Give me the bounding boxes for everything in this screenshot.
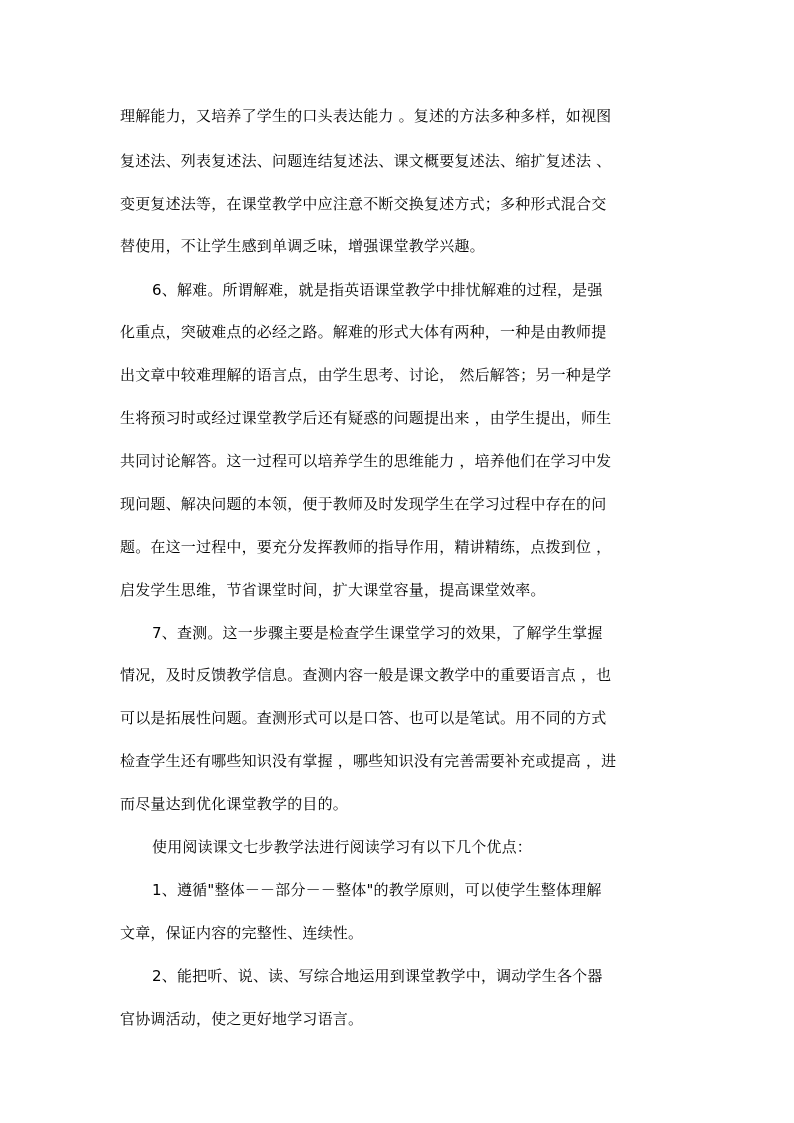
text-line-14: 情况，及时反馈教学信息。查测内容一般是课文教学中的重要语言点 ，也 xyxy=(120,666,612,684)
text-line-6: 化重点，突破难点的必经之路。解难的形式大体有两种，一种是由教师提 xyxy=(120,323,607,341)
text-line-11: 题。在这一过程中，要充分发挥教师的指导作用，精讲精练，点拨到位 ， xyxy=(120,538,612,556)
text-line-17: 而尽量达到优化课堂教学的目的。 xyxy=(120,795,349,813)
text-line-5: 6、解难。所谓解难，就是指英语课堂教学中排忧解难的过程，是强 xyxy=(152,281,603,299)
text-line-16: 检查学生还有哪些知识没有掌握 ，哪些知识没有完善需要补充或提高 ，进 xyxy=(120,752,617,770)
text-line-12: 启发学生思维，节省课堂时间，扩大课堂容量，提高课堂效率。 xyxy=(120,581,546,599)
text-line-9: 共同讨论解答。这一过程可以培养学生的思维能力 ，培养他们在学习中发 xyxy=(120,452,612,470)
text-line-3: 变更复述法等，在课堂教学中应注意不断交换复述方式；多种形式混合交 xyxy=(120,195,607,213)
text-line-2: 复述法、列表复述法、问题连结复述法、课文概要复述法、缩扩复述法 、 xyxy=(120,152,612,170)
text-line-10: 现问题、解决问题的本领，便于教师及时发现学生在学习过程中存在的问 xyxy=(120,495,607,513)
text-line-21: 2、能把听、说、读、写综合地运用到课堂教学中，调动学生各个器 xyxy=(152,967,603,985)
text-line-13: 7、查测。这一步骤主要是检查学生课堂学习的效果，了解学生掌握 xyxy=(152,624,603,642)
text-line-1: 理解能力，又培养了学生的口头表达能力 。复述的方法多种多样，如视图 xyxy=(120,107,612,125)
text-line-8: 生将预习时或经过课堂教学后还有疑惑的问题提出来 ，由学生提出，师生 xyxy=(120,409,612,427)
text-line-19: 1、遵循"整体－－部分－－整体"的教学原则，可以使学生整体理解 xyxy=(152,881,602,899)
text-line-15: 可以是拓展性问题。查测形式可以是口答、也可以是笔试。用不同的方式 xyxy=(120,709,607,727)
text-line-7: 出文章中较难理解的语言点，由学生思考、讨论， 然后解答；另一种是学 xyxy=(120,366,612,384)
text-line-22: 官协调活动，使之更好地学习语言。 xyxy=(120,1010,364,1028)
text-line-4: 替使用，不让学生感到单调乏味，增强课堂教学兴趣。 xyxy=(120,237,485,255)
text-line-18: 使用阅读课文七步教学法进行阅读学习有以下几个优点： xyxy=(152,838,533,856)
text-line-20: 文章，保证内容的完整性、连续性。 xyxy=(120,924,364,942)
